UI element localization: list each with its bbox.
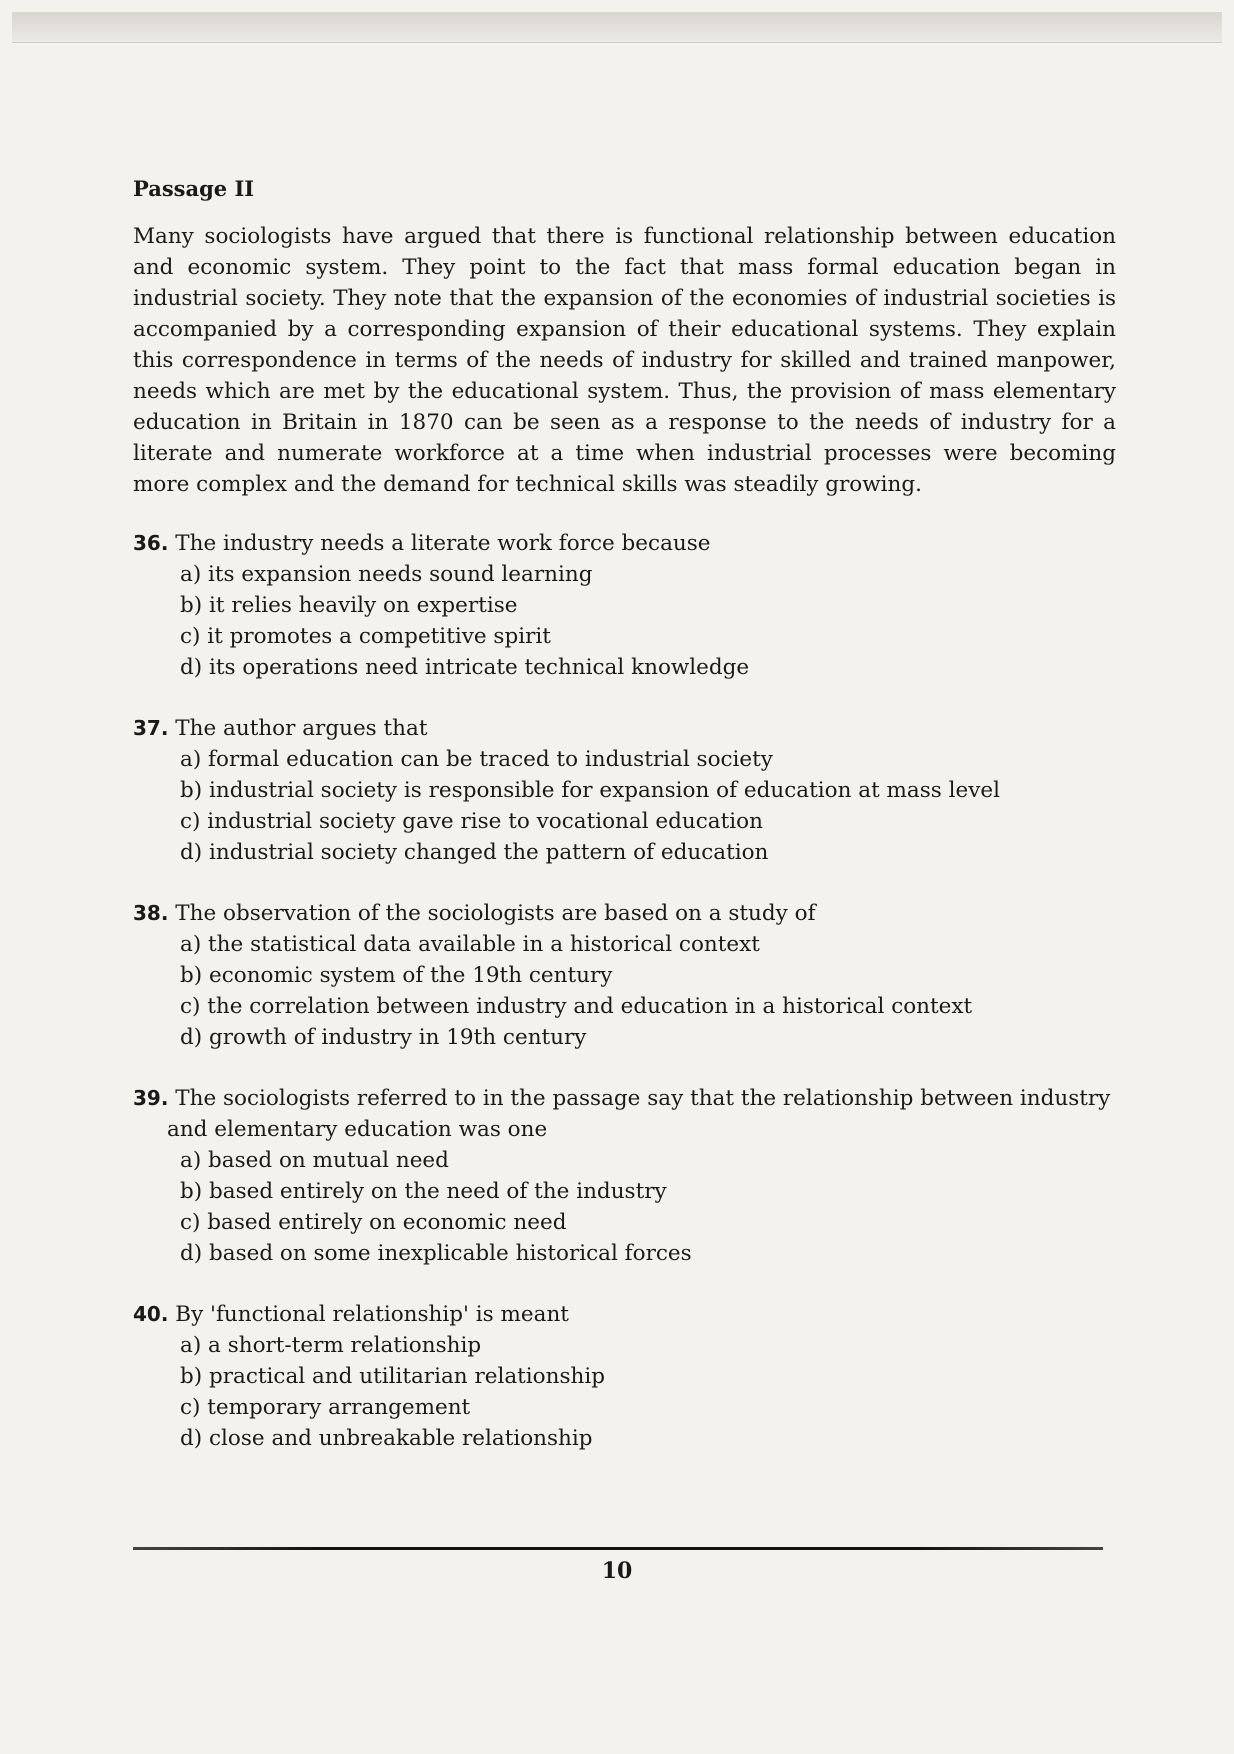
option-d: d) based on some inexplicable historical forces — [180, 1241, 692, 1266]
option-list — [133, 929, 1116, 1053]
question-stem: By 'functional relationship' is meant — [175, 1302, 569, 1327]
option-b: b) industrial society is responsible for expansion of education at mass level — [180, 778, 1000, 803]
option-b: b) economic system of the 19th century — [180, 963, 613, 988]
option-c: c) the correlation between industry and education in a historical context — [180, 994, 973, 1019]
option-list — [133, 559, 1116, 683]
option-a: a) formal education can be traced to industrial society — [180, 747, 773, 772]
question-number: 36. — [133, 531, 169, 555]
option-list — [133, 1145, 1116, 1269]
question-number: 39. — [133, 1086, 169, 1110]
page-content — [133, 176, 1116, 1484]
option-b: b) practical and utilitarian relationship — [180, 1364, 605, 1389]
passage-title: Passage II — [133, 176, 255, 201]
footer-rule — [133, 1547, 1103, 1550]
page-number: 10 — [601, 1558, 633, 1584]
question-stem: The author argues that — [175, 716, 428, 741]
option-a: a) a short-term relationship — [180, 1333, 482, 1358]
option-c: c) based entirely on economic need — [180, 1210, 567, 1235]
option-d: d) close and unbreakable relationship — [180, 1426, 593, 1451]
question-stem: The observation of the sociologists are based on a study of — [175, 901, 816, 926]
question-stem: The industry needs a literate work force because — [175, 531, 711, 556]
option-a: a) based on mutual need — [180, 1148, 449, 1173]
option-d: d) industrial society changed the pattern of education — [180, 840, 769, 865]
option-list — [133, 1330, 1116, 1454]
passage-text: Many sociologists have argued that there is functional relationship between education and economic system. They point to the fact that mass formal education began in industrial society. They note that the expansion of the economies of industrial societies is accompanied by a corresponding expansion of their educational systems. They explain this correspondence in terms of the needs of industry for skilled and trained manpower, needs which are met by the educational system. Thus, the provision of mass elementary education in Britain in 1870 can be seen as a response to the needs of industry for a literate and numerate workforce at a time when industrial processes were becoming more complex and the demand for technical skills was steadily growing. — [133, 224, 1116, 497]
question-37 — [133, 713, 1116, 868]
scan-top-edge — [12, 12, 1222, 43]
option-c: c) it promotes a competitive spirit — [180, 624, 551, 649]
option-c: c) industrial society gave rise to vocational education — [180, 809, 763, 834]
question-40 — [133, 1299, 1116, 1454]
option-b: b) it relies heavily on expertise — [180, 593, 518, 618]
question-number: 40. — [133, 1302, 169, 1326]
question-38 — [133, 898, 1116, 1053]
option-a: a) the statistical data available in a historical context — [180, 932, 760, 957]
option-a: a) its expansion needs sound learning — [180, 562, 593, 587]
question-number: 38. — [133, 901, 169, 925]
option-d: d) its operations need intricate technical knowledge — [180, 655, 750, 680]
question-36 — [133, 528, 1116, 683]
option-b: b) based entirely on the need of the industry — [180, 1179, 667, 1204]
question-stem: The sociologists referred to in the passage say that the relationship between industry and elementary education was one — [167, 1086, 1111, 1142]
option-d: d) growth of industry in 19th century — [180, 1025, 587, 1050]
option-list — [133, 744, 1116, 868]
question-number: 37. — [133, 716, 169, 740]
question-39 — [133, 1083, 1116, 1269]
option-c: c) temporary arrangement — [180, 1395, 471, 1420]
